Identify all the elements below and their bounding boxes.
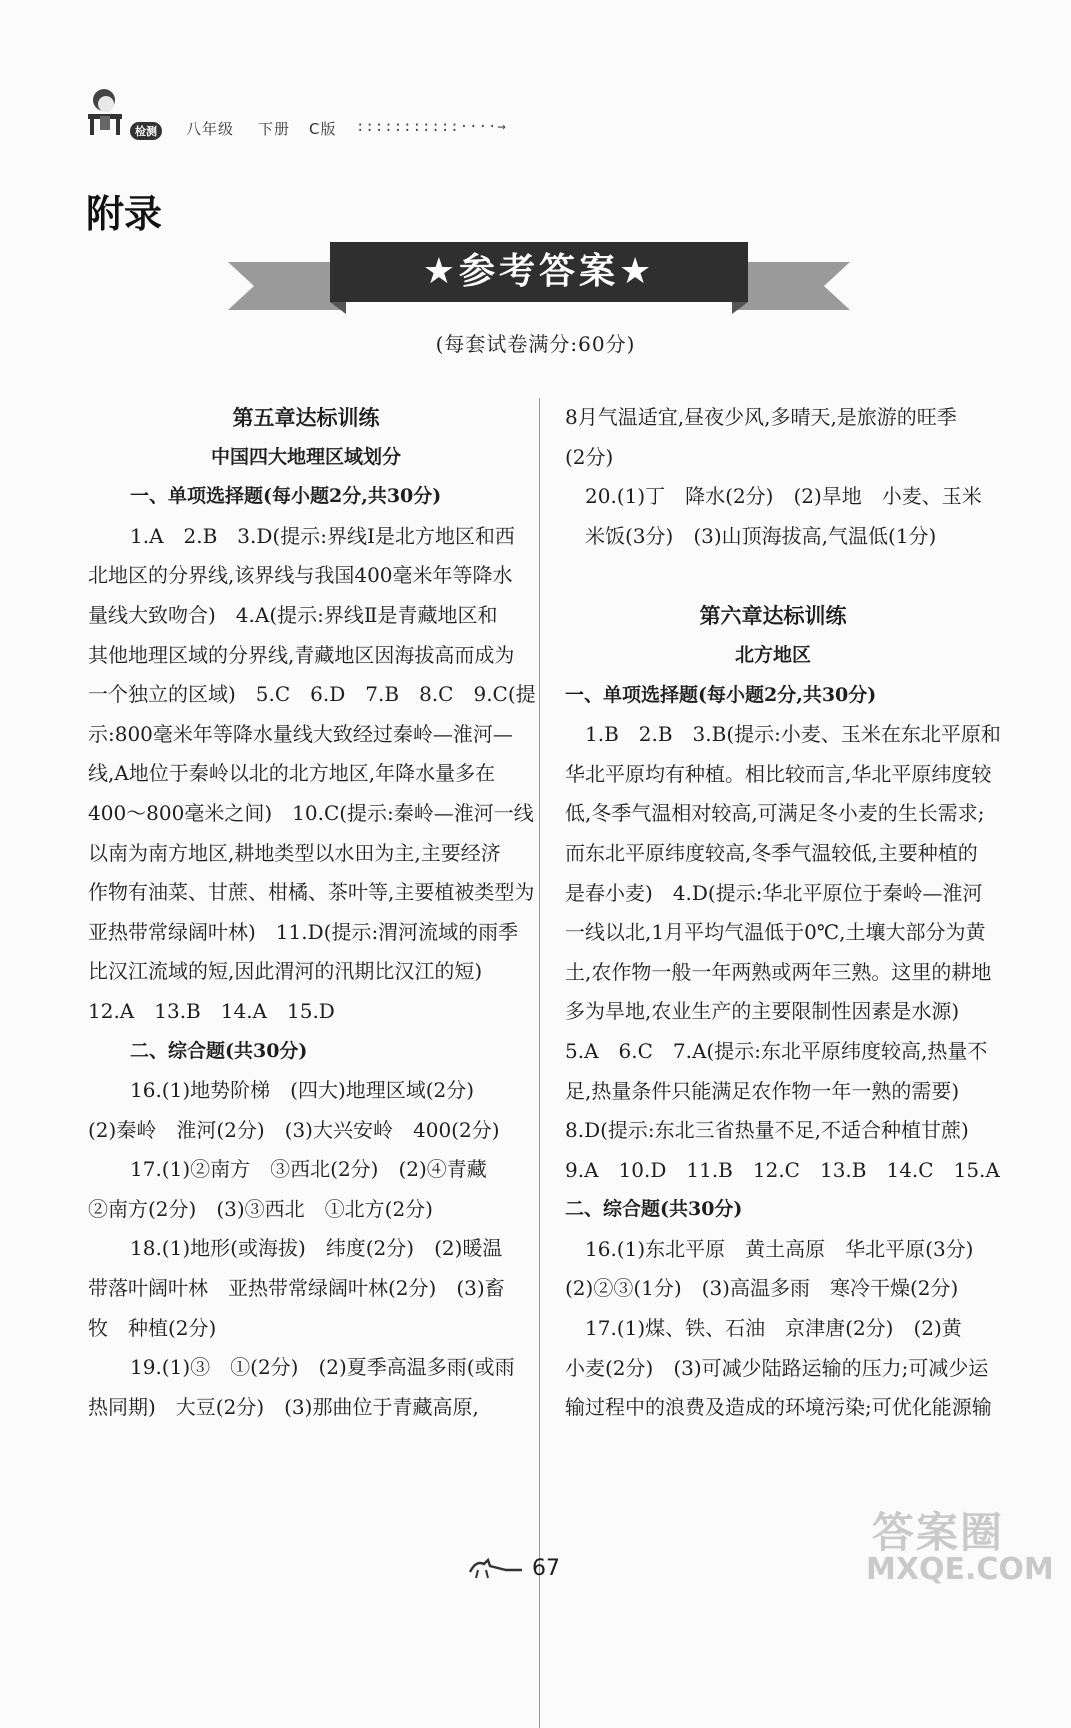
answer-line: 16.(1)地势阶梯 (四大)地理区域(2分)	[130, 1078, 475, 1103]
answer-line: 一线以北,1月平均气温低于0℃,土壤大部分为黄	[565, 920, 986, 945]
answer-line: 9.A 10.D 11.B 12.C 13.B 14.C 15.A	[565, 1157, 1000, 1182]
answer-line: 作物有油菜、甘蔗、柑橘、茶叶等,主要植被类型为	[88, 880, 535, 905]
answer-line: 16.(1)东北平原 黄土高原 华北平原(3分)	[585, 1236, 974, 1261]
answer-line: 线,A地位于秦岭以北的北方地区,年降水量多在	[88, 761, 496, 786]
banner-title: ★参考答案★	[422, 251, 656, 292]
chapter-title: 第五章达标训练	[232, 405, 380, 430]
header-badge: 检测	[130, 122, 162, 140]
answer-line: 一、单项选择题(每小题2分,共30分)	[565, 683, 877, 706]
answer-line: 输过程中的浪费及造成的环境污染;可优化能源输	[565, 1395, 992, 1420]
column-divider	[539, 398, 540, 1728]
answer-line: 其他地理区域的分界线,青藏地区因海拔高而成为	[88, 642, 515, 667]
answer-line: 8.D(提示:东北三省热量不足,不适合种植甘蔗)	[565, 1118, 969, 1143]
answer-line: 北地区的分界线,该界线与我国400毫米年等降水	[88, 563, 513, 588]
answer-line: 19.(1)③ ①(2分) (2)夏季高温多雨(或雨	[130, 1355, 515, 1380]
answer-line: 5.A 6.C 7.A(提示:东北平原纬度较高,热量不	[565, 1038, 988, 1063]
horse-icon	[466, 1556, 526, 1580]
right-top-lines	[543, 398, 1003, 556]
header-edition: C版	[309, 120, 337, 138]
spacer	[543, 556, 1003, 596]
mascot-illustration	[80, 86, 126, 138]
answer-line: 量线大致吻合) 4.A(提示:界线Ⅱ是青藏地区和	[88, 602, 498, 627]
answer-line: 一、单项选择题(每小题2分,共30分)	[130, 485, 442, 508]
answer-line: 足,热量条件只能满足农作物一年一熟的需要)	[565, 1078, 960, 1103]
header-dot-arrow: :::::::::::····→	[356, 119, 507, 135]
appendix-title: 附录	[86, 192, 163, 236]
answer-line: 华北平原均有种植。相比较而言,华北平原纬度较	[565, 761, 992, 786]
watermark-logo: 答案圈	[872, 1508, 1005, 1557]
answer-line: 亚热带常绿阔叶林) 11.D(提示:渭河流域的雨季	[88, 919, 519, 944]
header-grade: 八年级	[186, 120, 235, 138]
answer-line: 小麦(2分) (3)可减少陆路运输的压力;可减少运	[565, 1355, 989, 1380]
answer-line: 12.A 13.B 14.A 15.D	[88, 998, 335, 1023]
answer-line: ②南方(2分) (3)③西北 ①北方(2分)	[88, 1196, 433, 1221]
section-title: 中国四大地理区域划分	[210, 445, 401, 468]
right-column	[543, 398, 1003, 1428]
answer-line: 二、综合题(共30分)	[130, 1039, 308, 1062]
left-answer-lines	[88, 477, 536, 1427]
answer-line: (2)秦岭 淮河(2分) (3)大兴安岭 400(2分)	[88, 1117, 500, 1142]
answer-line: 以南为南方地区,耕地类型以水田为主,主要经济	[88, 840, 501, 865]
answer-line: 比汉江流域的短,因此渭河的汛期比汉江的短)	[88, 959, 483, 984]
answer-line: 多为旱地,农业生产的主要限制性因素是水源)	[565, 999, 960, 1024]
answer-line: 一个独立的区域) 5.C 6.D 7.B 8.C 9.C(提	[88, 682, 536, 707]
answer-line: 带落叶阔叶林 亚热带常绿阔叶林(2分) (3)畜	[88, 1276, 505, 1301]
answer-line: 示:800毫米年等降水量线大致经过秦岭—淮河—	[88, 721, 513, 746]
answer-line: 土,农作物一般一年两熟或两年三熟。这里的耕地	[565, 959, 992, 984]
right-answer-lines	[543, 676, 1003, 1428]
answer-line: 17.(1)②南方 ③西北(2分) (2)④青藏	[130, 1157, 487, 1182]
left-column	[88, 398, 536, 1427]
answer-line: (2)②③(1分) (3)高温多雨 寒冷干燥(2分)	[565, 1276, 959, 1301]
answer-line: 17.(1)煤、铁、石油 京津唐(2分) (2)黄	[585, 1316, 962, 1341]
answer-line: 18.(1)地形(或海拔) 纬度(2分) (2)暖温	[130, 1236, 503, 1261]
chapter-title: 第六章达标训练	[699, 603, 847, 629]
answer-line: 低,冬季气温相对较高,可满足冬小麦的生长需求;	[565, 801, 985, 826]
answer-line: 米饭(3分) (3)山顶海拔高,气温低(1分)	[585, 523, 937, 548]
answer-line: 20.(1)丁 降水(2分) (2)旱地 小麦、玉米	[585, 484, 982, 509]
answer-line: 二、综合题(共30分)	[565, 1198, 743, 1221]
header-volume: 下册	[258, 120, 291, 138]
answer-line: 1.B 2.B 3.B(提示:小麦、玉米在东北平原和	[585, 722, 1001, 747]
footer-ornament	[466, 1556, 526, 1584]
answer-banner	[228, 238, 850, 318]
answer-line: 1.A 2.B 3.D(提示:界线Ⅰ是北方地区和西	[130, 523, 515, 548]
score-note: (每套试卷满分:60分)	[435, 332, 636, 356]
answer-line: (2分)	[565, 444, 614, 469]
section-title: 北方地区	[734, 643, 811, 666]
page-number: 67	[532, 1556, 560, 1581]
answer-line: 热同期) 大豆(2分) (3)那曲位于青藏高原,	[88, 1394, 479, 1419]
answer-line: 400～800毫米之间) 10.C(提示:秦岭—淮河一线	[88, 800, 534, 825]
watermark-url: MXQE.COM	[866, 1552, 1054, 1587]
answer-line: 牧 种植(2分)	[88, 1315, 217, 1340]
answer-line: 是春小麦) 4.D(提示:华北平原位于秦岭—淮河	[565, 880, 983, 905]
answer-line: 8月气温适宜,昼夜少风,多晴天,是旅游的旺季	[565, 405, 957, 429]
answer-line: 而东北平原纬度较高,冬季气温较低,主要种植的	[565, 840, 978, 865]
